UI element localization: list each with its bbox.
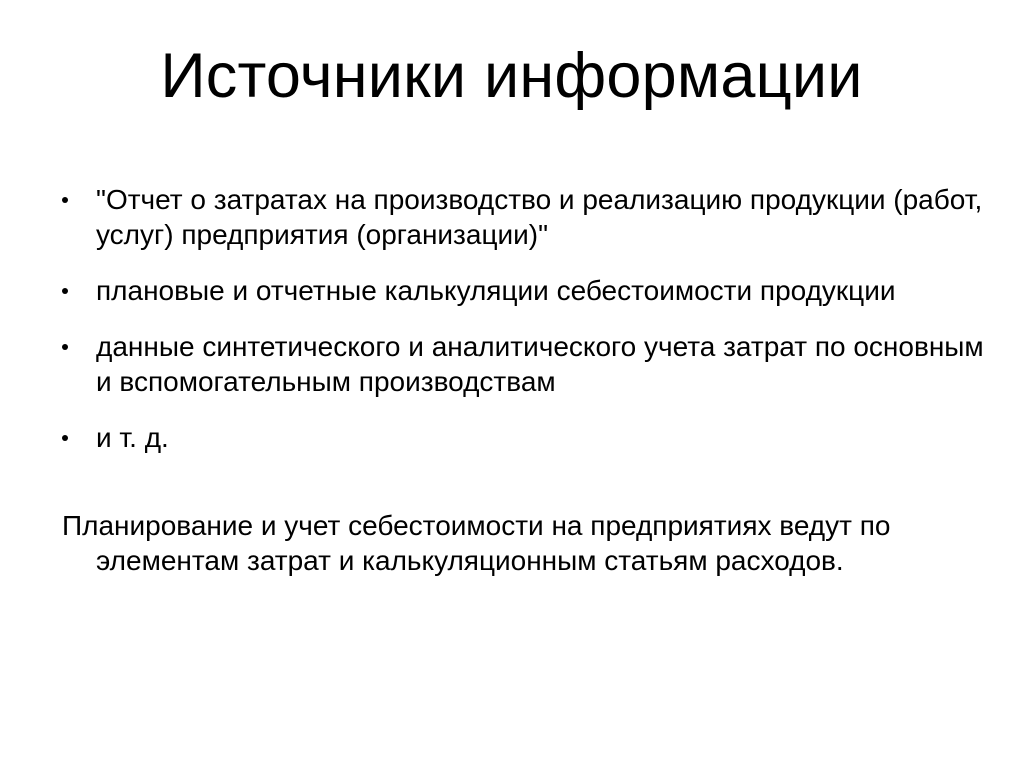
- bullet-dot-icon: [62, 197, 68, 203]
- bullet-item: [62, 420, 992, 455]
- slide-title: Источники информации: [160, 41, 863, 111]
- bullet-dot-icon: [62, 435, 68, 441]
- summary-paragraph: Планирование и учет себестоимости на предприятиях ведут по элементам затрат и калькуляционным статьям расходов.: [62, 510, 891, 576]
- bullet-item: [62, 329, 992, 399]
- bullet-list: [62, 182, 992, 476]
- bullet-text: и т. д.: [96, 422, 169, 453]
- bullet-dot-icon: [62, 344, 68, 350]
- bullet-text: "Отчет о затратах на производство и реализацию продукции (работ, услуг) предприятия (организации)": [96, 184, 983, 250]
- bullet-dot-icon: [62, 288, 68, 294]
- bullet-item: [62, 182, 992, 252]
- bullet-text: данные синтетического и аналитического учета затрат по основным и вспомогательным производствам: [96, 331, 984, 397]
- bullet-item: [62, 273, 992, 308]
- bullet-text: плановые и отчетные калькуляции себестоимости продукции: [96, 275, 896, 306]
